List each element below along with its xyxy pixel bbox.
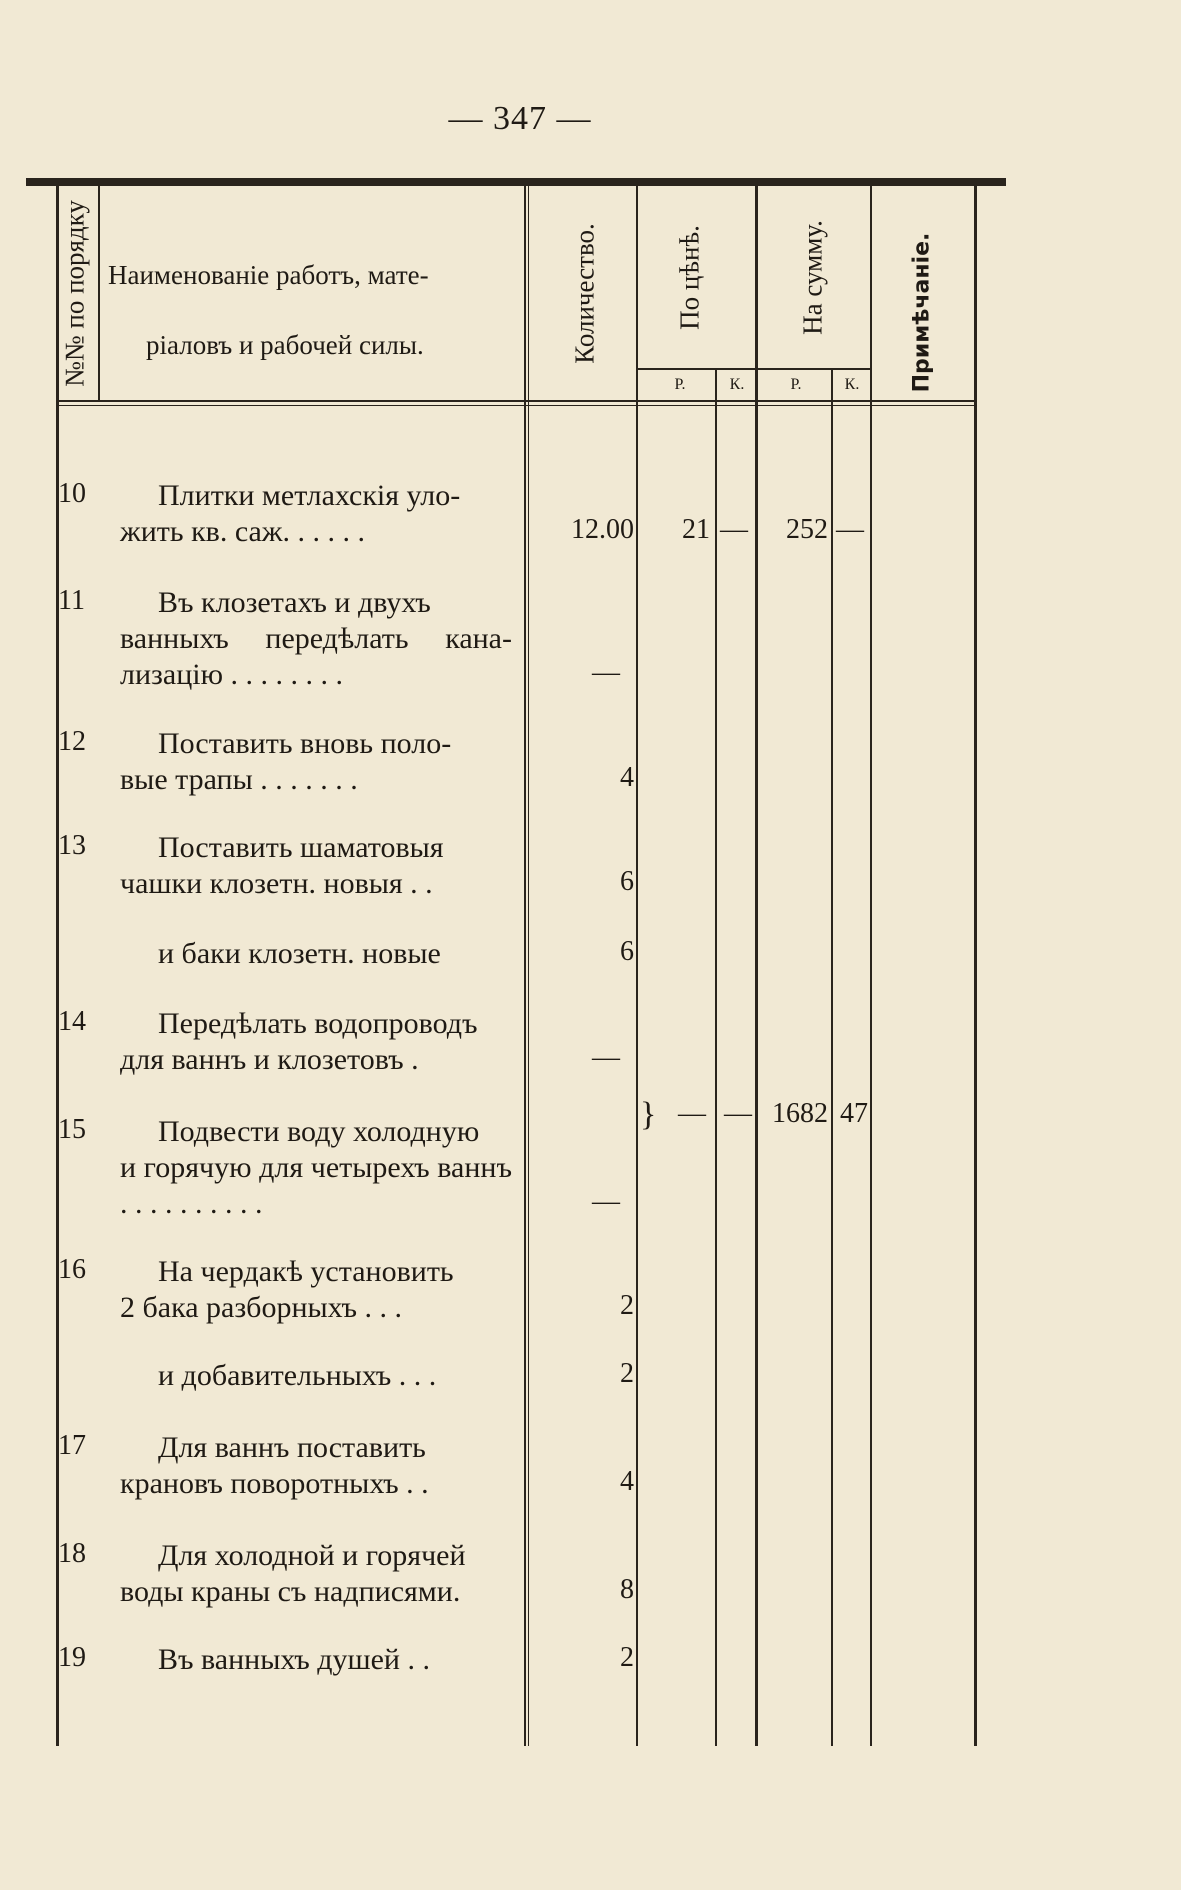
row-sum-rub: 252 bbox=[786, 514, 828, 545]
row-desc-line: для ваннъ и клозетовъ . bbox=[120, 1043, 419, 1076]
row-number: 13 bbox=[58, 830, 86, 861]
row-number: 10 bbox=[58, 478, 86, 509]
row-quantity: 2 bbox=[620, 1290, 634, 1321]
column-rule bbox=[755, 186, 758, 1746]
row-desc-line: 2 бака разборныхъ . . . bbox=[120, 1291, 403, 1324]
header-bottom-rule bbox=[58, 400, 974, 402]
header-price-rub: Р. bbox=[674, 376, 686, 393]
header-bottom-rule bbox=[58, 405, 974, 406]
column-rule bbox=[98, 186, 100, 401]
header-name bbox=[108, 240, 508, 380]
column-rule bbox=[528, 186, 529, 1746]
row-desc-line: и добавительныхъ . . . bbox=[158, 1359, 437, 1392]
row-description bbox=[120, 1114, 512, 1222]
row-desc-line: чашки клозетн. новыя . . bbox=[120, 867, 433, 900]
top-rule bbox=[26, 178, 1006, 186]
row-number: 14 bbox=[58, 1006, 86, 1037]
table-border-right bbox=[974, 186, 977, 1746]
header-subrule bbox=[638, 368, 870, 370]
row-description bbox=[120, 936, 512, 972]
table-border-left bbox=[56, 186, 59, 1746]
row-desc-line: Передѣлать водопроводъ bbox=[158, 1007, 478, 1040]
row-description bbox=[120, 585, 512, 693]
row-quantity: 6 bbox=[620, 866, 634, 897]
row-desc-line: и баки клозетн. новые bbox=[158, 937, 441, 970]
row-description bbox=[120, 1538, 512, 1610]
column-rule bbox=[524, 186, 526, 1746]
row-quantity: — bbox=[592, 1186, 620, 1217]
row-description bbox=[120, 726, 512, 798]
header-number: №№ по порядку bbox=[59, 200, 90, 387]
row-desc-line: Въ ванныхъ душей . . bbox=[158, 1643, 430, 1676]
header-sum: На сумму. bbox=[797, 220, 828, 335]
row-number: 11 bbox=[58, 585, 85, 616]
row-number: 19 bbox=[58, 1642, 86, 1673]
page-number: — 347 — bbox=[448, 100, 592, 137]
row-description bbox=[120, 1642, 512, 1678]
group-sum-kop: 47 bbox=[840, 1098, 868, 1129]
row-desc-line: крановъ поворотныхъ . . bbox=[120, 1467, 429, 1500]
row-description bbox=[120, 1358, 512, 1394]
row-number: 12 bbox=[58, 726, 86, 757]
row-quantity: 2 bbox=[620, 1642, 634, 1673]
header-name-line2: ріаловъ и рабочей силы. bbox=[146, 330, 424, 360]
row-description bbox=[120, 830, 512, 902]
row-desc-line: Подвести воду холодную bbox=[158, 1115, 480, 1148]
header-price: По цѣнѣ. bbox=[674, 225, 705, 330]
group-price-kop: — bbox=[724, 1098, 752, 1129]
row-desc-line: Въ клозетахъ и двухъ bbox=[158, 586, 431, 619]
row-desc-line: Для холодной и горячей bbox=[158, 1539, 466, 1572]
header-sum-kop: К. bbox=[844, 376, 860, 393]
row-desc-line: Поставить вновь поло- bbox=[158, 727, 452, 760]
header-sum-rub: Р. bbox=[790, 376, 802, 393]
row-desc-line: жить кв. саж. . . . . . bbox=[120, 515, 366, 548]
row-number: 16 bbox=[58, 1254, 86, 1285]
row-quantity: 6 bbox=[620, 936, 634, 967]
header-name-line1: Наименованіе работъ, мате- bbox=[108, 260, 429, 290]
row-quantity: 4 bbox=[620, 1466, 634, 1497]
row-desc-line: вые трапы . . . . . . . bbox=[120, 763, 358, 796]
column-rule bbox=[870, 186, 872, 1746]
row-desc-line: и горячую для четырехъ bbox=[120, 1151, 430, 1184]
row-desc-line: На чердакѣ установить bbox=[158, 1255, 454, 1288]
row-price-rub: 21 bbox=[682, 514, 710, 545]
column-rule bbox=[831, 370, 833, 1746]
row-quantity: — bbox=[592, 657, 620, 688]
row-description bbox=[120, 1430, 512, 1502]
row-desc-line: Для ваннъ поставить bbox=[158, 1431, 426, 1464]
row-description bbox=[120, 1254, 512, 1326]
column-rule bbox=[715, 370, 717, 1746]
row-price-kop: — bbox=[720, 514, 748, 545]
row-quantity: — bbox=[592, 1042, 620, 1073]
row-quantity: 2 bbox=[620, 1358, 634, 1389]
row-description bbox=[120, 478, 512, 550]
row-desc-line: лизацію . . . . . . . . bbox=[120, 658, 343, 691]
row-desc-line: Плитки метлахскія уло- bbox=[158, 479, 461, 512]
column-rule bbox=[636, 186, 638, 1746]
row-sum-kop: — bbox=[836, 514, 864, 545]
row-desc-line: ваннъ . . . . . . . . . . bbox=[120, 1151, 512, 1220]
row-quantity: 4 bbox=[620, 762, 634, 793]
row-desc-line: воды краны съ надписями. bbox=[120, 1575, 461, 1608]
row-desc-line: ванныхъ передѣлать кана- bbox=[120, 622, 512, 655]
row-quantity: 12.00 bbox=[571, 514, 634, 545]
group-sum-rub: 1682 bbox=[772, 1098, 828, 1129]
group-brace: } bbox=[640, 1096, 657, 1133]
header-price-kop: К. bbox=[729, 376, 745, 393]
row-number: 18 bbox=[58, 1538, 86, 1569]
row-desc-line: Поставить шаматовыя bbox=[158, 831, 444, 864]
header-quantity: Количество. bbox=[569, 223, 600, 364]
row-number: 17 bbox=[58, 1430, 86, 1461]
row-description bbox=[120, 1006, 512, 1078]
row-number: 15 bbox=[58, 1114, 86, 1145]
header-note: Примѣчаніе. bbox=[909, 232, 935, 393]
group-price-rub: — bbox=[678, 1098, 706, 1129]
row-quantity: 8 bbox=[620, 1574, 634, 1605]
